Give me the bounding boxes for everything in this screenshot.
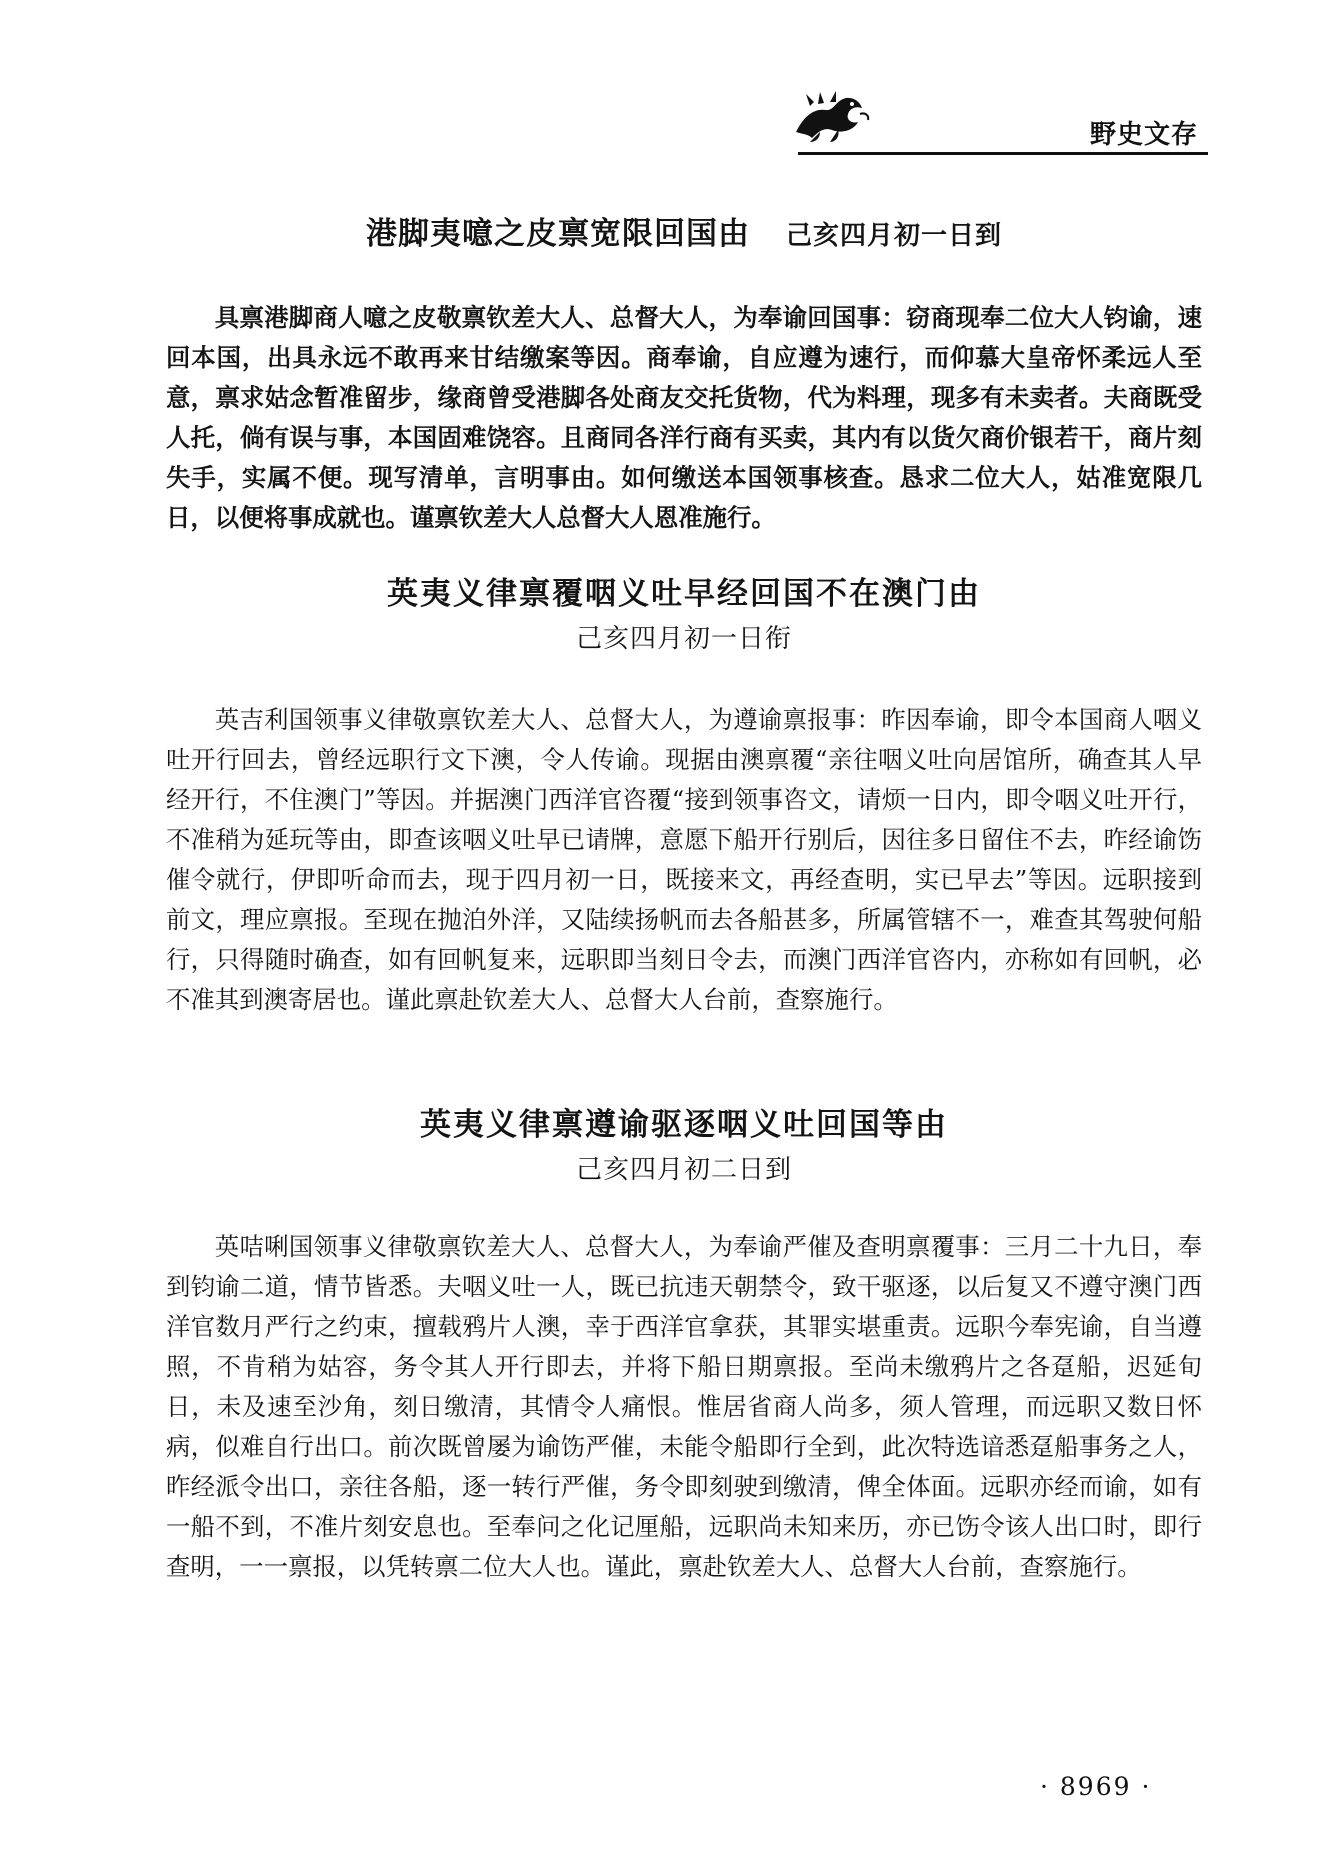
article-3-title: 英夷义律禀遵谕驱逐咽义吐回国等由 [420, 1107, 948, 1143]
article-2-date: 己亥四月初一日衔 [575, 624, 792, 654]
section-title: 野史文存 [1089, 120, 1198, 150]
article-3 [166, 1103, 1202, 1587]
article-2-title: 英夷义律禀覆咽义吐早经回国不在澳门由 [387, 576, 981, 612]
header-rule [798, 152, 1208, 155]
article-1-title: 港脚夷噫之皮禀宽限回国由 [365, 216, 750, 252]
page-number: · 8969 · [1040, 1772, 1152, 1801]
article-2 [166, 572, 1202, 1020]
dragon-emblem-icon [790, 86, 870, 146]
article-3-body: 英咭唎国领事义律敬禀钦差大人、总督大人，为奉谕严催及查明禀覆事：三月二十九日，奉到钧谕二道，情节皆悉。夫咽义吐一人，既已抗违天朝禁令，致干驱逐，以后复又不遵守澳门西洋官数月严行之约束，擅载鸦片人澳，幸于西洋官拿获，其罪实堪重责。远职今奉宪谕，自当遵照，不肯稍为姑容，务令其人开行即去，并将下船日期禀报。至尚未缴鸦片之各趸船，迟延旬日，未及速至沙角，刻日缴清，其情令人痛恨。惟居省商人尚多，须人管理，而远职又数日怀病，似难自行出口。前次既曾屡为谕饬严催，未能令船即行全到，此次特选谙悉趸船事务之人，昨经派令出口，亲往各船，逐一转行严催，务令即刻驶到缴清，俾全体面。远职亦经而谕，如有一船不到，不准片刻安息也。至奉问之化记厘船，远职尚未知来历，亦已饬令该人出口时，即行查明，一一禀报，以凭转禀二位大人也。谨此，禀赴钦差大人、总督大人台前，查察施行。 [166, 1232, 1202, 1581]
article-1-body: 具禀港脚商人噫之皮敬禀钦差大人、总督大人，为奉谕回国事：窃商现奉二位大人钧谕，速回本国，出具永远不敢再来甘结缴案等因。商奉谕，自应遵为速行，而仰慕大皇帝怀柔远人至意，禀求姑念暂准留步，缘商曾受港脚各处商友交托货物，代为料理，现多有未卖者。夫商既受人托，倘有误与事，本国固难饶容。且商同各洋行商有买卖，其内有以货欠商价银若干，商片刻失手，实属不便。现写清单，言明事由。如何缴送本国领事核查。恳求二位大人，姑准宽限几日，以便将事成就也。谨禀钦差大人总督大人恩准施行。 [166, 303, 1202, 532]
page-header [790, 78, 1210, 158]
article-2-body: 英吉利国领事义律敬禀钦差大人、总督大人，为遵谕禀报事：昨因奉谕，即令本国商人咽义吐开行回去，曾经远职行文下澳，令人传谕。现据由澳禀覆“亲往咽义吐向居馆所，确查其人早经开行，不住澳门”等因。并据澳门西洋官咨覆“接到领事咨文，请烦一日内，即令咽义吐开行，不准稍为延玩等由，即查该咽义吐早已请牌，意愿下船开行别后，因往多日留住不去，昨经谕饬催令就行，伊即听命而去，现于四月初一日，既接来文，再经查明，实已早去”等因。远职接到前文，理应禀报。至现在抛泊外洋，又陆续扬帆而去各船甚多，所属管辖不一，难查其驾驶何船行，只得随时确查，如有回帆复来，远职即当刻日令去，而澳门西洋官咨内，亦称如有回帆，必不准其到澳寄居也。谨此禀赴钦差大人、总督大人台前，查察施行。 [166, 705, 1202, 1014]
article-1-heading [166, 212, 1202, 258]
article-3-date: 己亥四月初二日到 [575, 1155, 792, 1185]
article-1 [166, 212, 1202, 538]
article-1-date: 己亥四月初一日到 [785, 221, 1002, 251]
